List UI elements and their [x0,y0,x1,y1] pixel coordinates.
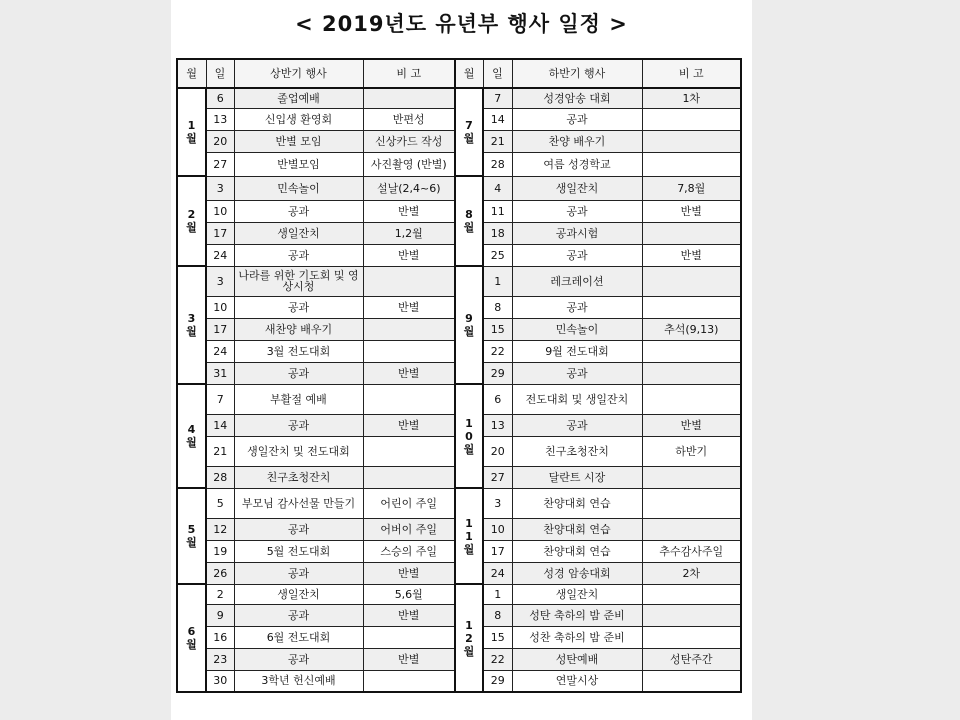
day-cell: 15 [483,318,512,340]
event-cell: 공과 [512,200,642,222]
table-row [177,584,741,604]
event-cell: 부모님 감사선물 만들기 [234,488,363,518]
month-cell [455,384,483,488]
day-cell: 19 [206,540,234,562]
event-cell: 3학년 헌신예배 [234,670,363,692]
month-cell [177,88,206,176]
month-label: 8월 [463,208,475,234]
day-cell: 16 [206,626,234,648]
event-cell: 생일잔치 [512,584,642,604]
day-cell: 24 [206,244,234,266]
note-cell [642,266,741,296]
event-cell: 성탄예배 [512,648,642,670]
day-cell: 20 [206,130,234,152]
month-label: 12월 [463,618,475,658]
event-cell: 반별 모임 [234,130,363,152]
header-second-half-event: 하반기 행사 [512,59,642,88]
event-cell: 공과시험 [512,222,642,244]
header-day: 일 [206,59,234,88]
note-cell [642,108,741,130]
event-cell: 친구초청잔치 [234,466,363,488]
event-cell: 찬양대회 연습 [512,540,642,562]
month-label: 3월 [186,312,197,338]
day-cell: 3 [206,176,234,200]
day-cell: 14 [206,414,234,436]
note-cell: 설날(2,4~6) [363,176,455,200]
event-cell: 공과 [512,414,642,436]
event-cell: 공과 [512,244,642,266]
day-cell: 2 [206,584,234,604]
table-row [177,488,741,518]
note-cell: 7,8월 [642,176,741,200]
schedule-table [176,58,742,693]
month-label: 11월 [463,516,475,556]
event-cell: 새찬양 배우기 [234,318,363,340]
note-cell [642,604,741,626]
note-cell [642,340,741,362]
month-label: 1월 [186,119,197,145]
month-label: 7월 [463,119,475,145]
event-cell: 여름 성경학교 [512,152,642,176]
note-cell [642,152,741,176]
event-cell: 5월 전도대회 [234,540,363,562]
day-cell: 10 [206,200,234,222]
event-cell: 친구초청잔치 [512,436,642,466]
note-cell [363,88,455,108]
month-cell [455,584,483,692]
day-cell: 24 [206,340,234,362]
header-note: 비 고 [363,59,455,88]
event-cell: 공과 [234,362,363,384]
day-cell: 13 [206,108,234,130]
day-cell: 4 [483,176,512,200]
event-cell: 공과 [234,200,363,222]
note-cell: 사진촬영 (반별) [363,152,455,176]
note-cell [642,584,741,604]
note-cell [642,362,741,384]
note-cell [642,130,741,152]
month-cell [177,384,206,488]
day-cell: 27 [483,466,512,488]
note-cell: 반별 [642,200,741,222]
month-cell [455,176,483,266]
note-cell: 1,2월 [363,222,455,244]
day-cell: 5 [206,488,234,518]
day-cell: 7 [206,384,234,414]
event-cell: 공과 [234,648,363,670]
day-cell: 11 [483,200,512,222]
table-row [177,266,741,296]
note-cell: 1차 [642,88,741,108]
month-cell [177,584,206,692]
event-cell: 찬양대회 연습 [512,488,642,518]
day-cell: 20 [483,436,512,466]
event-cell: 성경 암송대회 [512,562,642,584]
note-cell: 반별 [363,244,455,266]
page-title: < 2019년도 유년부 행사 일정 > [295,12,628,36]
header-day-2: 일 [483,59,512,88]
note-cell [642,488,741,518]
day-cell: 1 [483,584,512,604]
event-cell: 달란트 시장 [512,466,642,488]
note-cell: 하반기 [642,436,741,466]
day-cell: 12 [206,518,234,540]
header-first-half-event: 상반기 행사 [234,59,363,88]
day-cell: 10 [483,518,512,540]
day-cell: 26 [206,562,234,584]
day-cell: 25 [483,244,512,266]
note-cell: 어버이 주일 [363,518,455,540]
note-cell: 반별 [363,562,455,584]
day-cell: 22 [483,340,512,362]
event-cell: 성찬 축하의 밤 준비 [512,626,642,648]
day-cell: 8 [483,296,512,318]
header-row [177,59,741,88]
event-cell: 전도대회 및 생일잔치 [512,384,642,414]
month-label: 6월 [186,625,197,651]
day-cell: 27 [206,152,234,176]
note-cell [642,384,741,414]
month-label: 4월 [186,423,197,449]
event-cell: 찬양 배우기 [512,130,642,152]
note-cell: 스승의 주일 [363,540,455,562]
note-cell [363,384,455,414]
event-cell: 생일잔치 [234,584,363,604]
day-cell: 17 [206,318,234,340]
note-cell: 반별 [363,296,455,318]
header-month-2: 월 [455,59,483,88]
event-cell: 성경암송 대회 [512,88,642,108]
table-row [177,88,741,108]
day-cell: 24 [483,562,512,584]
day-cell: 22 [483,648,512,670]
month-cell [177,488,206,584]
day-cell: 21 [483,130,512,152]
event-cell: 공과 [234,414,363,436]
day-cell: 18 [483,222,512,244]
note-cell: 반별 [642,414,741,436]
note-cell [363,340,455,362]
event-cell: 민속놀이 [234,176,363,200]
note-cell [642,466,741,488]
day-cell: 29 [483,362,512,384]
day-cell: 31 [206,362,234,384]
day-cell: 29 [483,670,512,692]
header-note-2: 비 고 [642,59,741,88]
event-cell: 신입생 환영회 [234,108,363,130]
day-cell: 3 [206,266,234,296]
day-cell: 14 [483,108,512,130]
month-label: 9월 [463,312,475,338]
note-cell [363,670,455,692]
note-cell: 어린이 주일 [363,488,455,518]
day-cell: 17 [206,222,234,244]
month-cell [455,88,483,176]
event-cell: 공과 [234,562,363,584]
note-cell: 성탄주간 [642,648,741,670]
event-cell: 나라를 위한 기도회 및 영상시청 [234,266,363,296]
event-cell: 반별모임 [234,152,363,176]
event-cell: 졸업예배 [234,88,363,108]
event-cell: 공과 [234,244,363,266]
note-cell: 반별 [642,244,741,266]
note-cell [642,518,741,540]
note-cell [642,626,741,648]
event-cell: 공과 [512,108,642,130]
day-cell: 17 [483,540,512,562]
event-cell: 생일잔치 및 전도대회 [234,436,363,466]
event-cell: 9월 전도대회 [512,340,642,362]
event-cell: 공과 [234,296,363,318]
note-cell [642,670,741,692]
note-cell: 신상카드 작성 [363,130,455,152]
note-cell [363,318,455,340]
month-cell [177,266,206,384]
month-cell [455,488,483,584]
note-cell: 반별 [363,648,455,670]
day-cell: 7 [483,88,512,108]
event-cell: 부활절 예배 [234,384,363,414]
note-cell: 반별 [363,414,455,436]
note-cell: 5,6월 [363,584,455,604]
note-cell [363,466,455,488]
note-cell [363,436,455,466]
table-row [177,176,741,200]
month-label: 10월 [463,416,475,456]
note-cell: 반별 [363,200,455,222]
month-label: 5월 [186,523,197,549]
month-cell [455,266,483,384]
note-cell [642,296,741,318]
event-cell: 공과 [234,518,363,540]
event-cell: 공과 [512,362,642,384]
day-cell: 28 [206,466,234,488]
note-cell [363,626,455,648]
day-cell: 6 [206,88,234,108]
note-cell: 추석(9,13) [642,318,741,340]
event-cell: 찬양대회 연습 [512,518,642,540]
note-cell: 추수감사주일 [642,540,741,562]
event-cell: 성탄 축하의 밤 준비 [512,604,642,626]
document-page [171,0,752,720]
event-cell: 민속놀이 [512,318,642,340]
note-cell: 반편성 [363,108,455,130]
event-cell: 6월 전도대회 [234,626,363,648]
table-row [177,384,741,414]
event-cell: 생일잔치 [234,222,363,244]
day-cell: 10 [206,296,234,318]
day-cell: 23 [206,648,234,670]
day-cell: 9 [206,604,234,626]
note-cell [642,222,741,244]
day-cell: 15 [483,626,512,648]
note-cell: 반별 [363,604,455,626]
event-cell: 생일잔치 [512,176,642,200]
day-cell: 8 [483,604,512,626]
day-cell: 28 [483,152,512,176]
month-cell [177,176,206,266]
note-cell: 반별 [363,362,455,384]
event-cell: 공과 [234,604,363,626]
day-cell: 30 [206,670,234,692]
day-cell: 21 [206,436,234,466]
day-cell: 6 [483,384,512,414]
event-cell: 연말시상 [512,670,642,692]
event-cell: 3월 전도대회 [234,340,363,362]
note-cell [363,266,455,296]
day-cell: 3 [483,488,512,518]
header-month: 월 [177,59,206,88]
day-cell: 1 [483,266,512,296]
event-cell: 레크레이션 [512,266,642,296]
event-cell: 공과 [512,296,642,318]
note-cell: 2차 [642,562,741,584]
month-label: 2월 [186,208,197,234]
day-cell: 13 [483,414,512,436]
